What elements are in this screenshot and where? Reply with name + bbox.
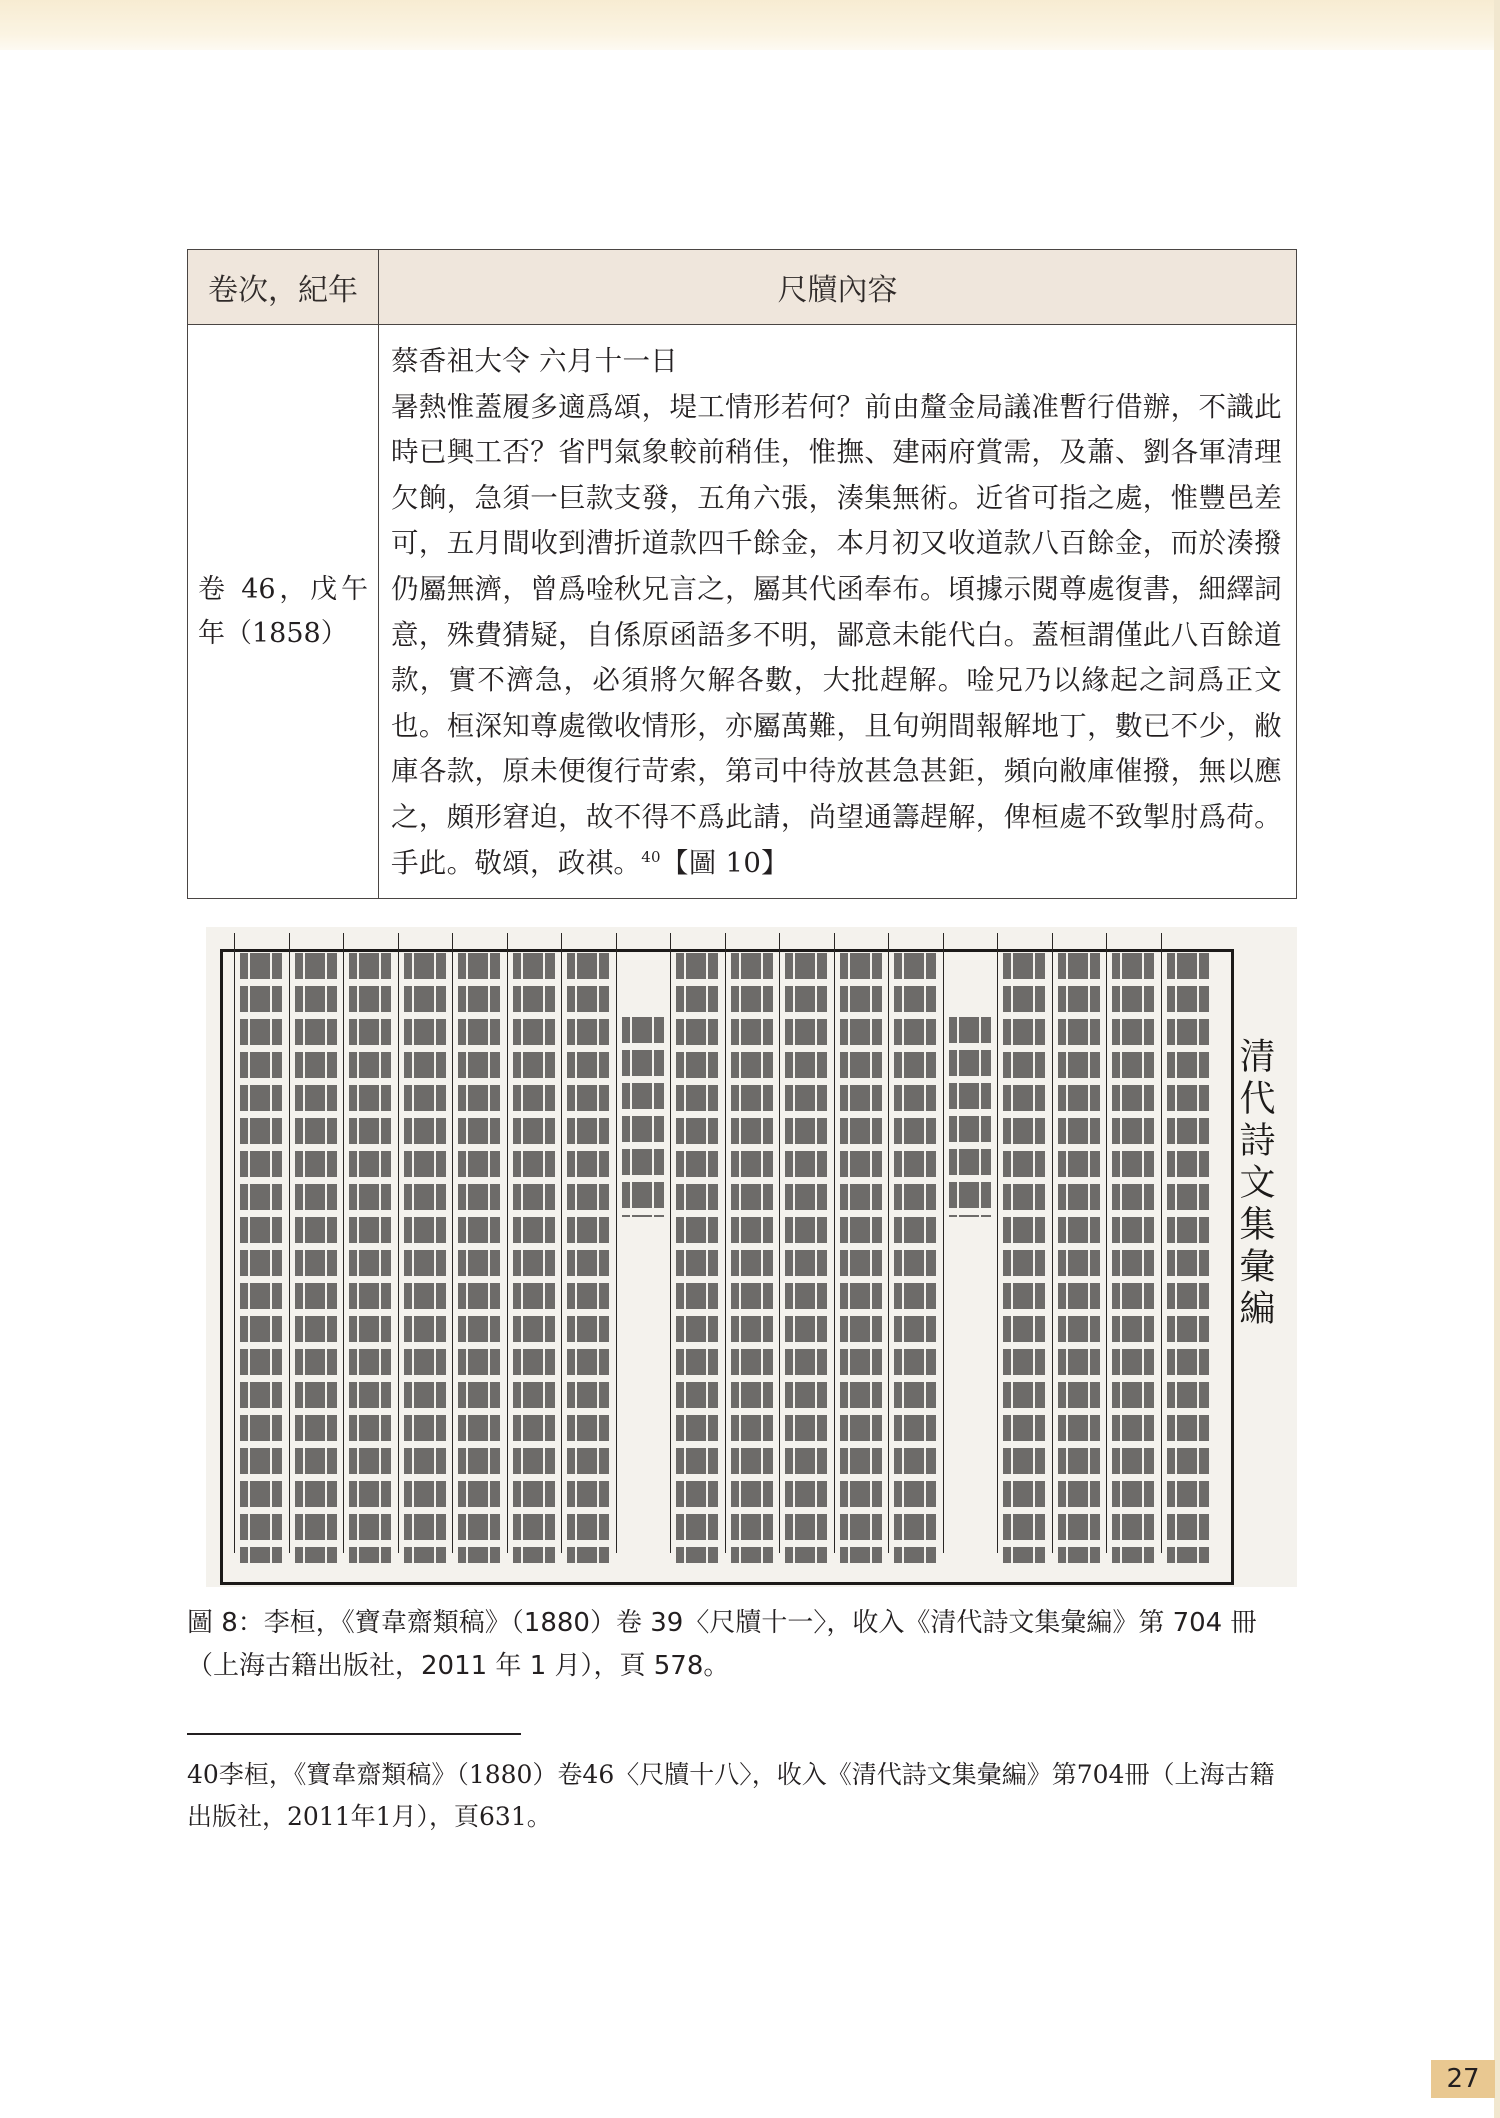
scan-column-rule (725, 933, 726, 1553)
scan-text-column (785, 953, 827, 1563)
scan-text-column (731, 953, 773, 1563)
scan-text-column (567, 953, 609, 1563)
page-edge (1494, 0, 1500, 2118)
footnote-marker: 40 (641, 847, 661, 866)
scan-column-rule (888, 933, 889, 1553)
scan-column-rule (1052, 933, 1053, 1553)
scanned-page-image (206, 927, 1297, 1587)
figure-caption (187, 1602, 1297, 1688)
scan-text-column (349, 953, 391, 1563)
scan-column-rule (561, 933, 562, 1553)
scan-column-rule (289, 933, 290, 1553)
scan-column-rule (398, 933, 399, 1553)
scan-text-column (894, 953, 936, 1563)
header-letter-content: 尺牘內容 (379, 250, 1297, 325)
scan-column-rule (997, 933, 998, 1553)
scan-column-rule (1161, 933, 1162, 1553)
scan-column-rule (1106, 933, 1107, 1553)
scan-text-column (949, 1017, 991, 1217)
footnote-divider (187, 1733, 521, 1735)
scan-column-rule (507, 933, 508, 1553)
scan-text-column (404, 953, 446, 1563)
header-volume-year: 卷次，紀年 (188, 250, 379, 325)
scan-column-rule (343, 933, 344, 1553)
scan-column-rule (779, 933, 780, 1553)
scan-text-column (676, 953, 718, 1563)
scan-text-column (840, 953, 882, 1563)
scan-text-column (240, 953, 282, 1563)
footnote (187, 1754, 1297, 1838)
table-row (188, 325, 1297, 899)
letters-table (187, 249, 1297, 899)
scan-text-column (1112, 953, 1154, 1563)
scan-column-rule (670, 933, 671, 1553)
scan-column-rule (834, 933, 835, 1553)
letter-content-cell (379, 325, 1297, 899)
scan-text-column (622, 1017, 664, 1217)
scan-text-column (1058, 953, 1100, 1563)
scan-text-column (1003, 953, 1045, 1563)
figure-reference: 【圖 10】 (660, 846, 789, 879)
volume-year-cell: 卷 46，戊午年（1858） (188, 325, 379, 899)
scan-column-rule (943, 933, 944, 1553)
scan-column-rule (234, 933, 235, 1553)
scan-column-rule (616, 933, 617, 1553)
letter-addressee: 蔡香祖大令 六月十一日 (391, 345, 679, 377)
figure-caption-text: 圖 8：李桓，《寶韋齋類稿》（1880）卷 39〈尺牘十一〉，收入《清代詩文集彙編》第 704 冊（上海古籍出版社，2011 年 1 月），頁 578。 (187, 1608, 1257, 1681)
scan-text-column (295, 953, 337, 1563)
footnote-number: 40 (187, 1760, 219, 1789)
table-header-row (188, 250, 1297, 325)
scan-text-column (513, 953, 555, 1563)
footnote-text: 李桓，《寶韋齋類稿》（1880）卷46〈尺牘十八〉，收入《清代詩文集彙編》第704冊（上海古籍出版社，2011年1月），頁631。 (187, 1760, 1275, 1831)
page-number: 27 (1431, 2060, 1495, 2098)
scan-text-column (1167, 953, 1209, 1563)
top-band (0, 0, 1500, 50)
scan-text-column (458, 953, 500, 1563)
scan-column-rule (452, 933, 453, 1553)
scan-side-title: 清代詩文集彙編 (1234, 1037, 1275, 1331)
letter-body: 暑熱惟蓋履多適爲頌，堤工情形若何？前由釐金局議准暫行借辦，不識此時已興工否？省門氣象較前稍佳，惟撫、建兩府賞需，及蕭、劉各軍清理欠餉，急須一巨款支發，五角六張，湊集無術。近省可指之處，惟豐邑差可，五月間收到漕折道款四千餘金，本月初又收道款八百餘金，而於湊撥仍屬無濟，曾爲唫秋兄言之，屬其代函奉布。頃據示閱尊處復書，細繹詞意，殊費猜疑，自係原函語多不明，鄙意未能代白。蓋桓謂僅此八百餘道款，實不濟急，必須將欠解各數，大批趕解。唫兄乃以緣起之詞爲正文也。桓深知尊處徵收情形，亦屬萬難，且旬朔間報解地丁，數已不少，敝庫各款，原未便復行苛索，第司中待放甚急甚鉅，頻向敝庫催撥，無以應之，頗形窘迫，故不得不爲此請，尚望通籌趕解，俾桓處不致掣肘爲荷。手此。敬頌，政祺。 (391, 390, 1282, 879)
